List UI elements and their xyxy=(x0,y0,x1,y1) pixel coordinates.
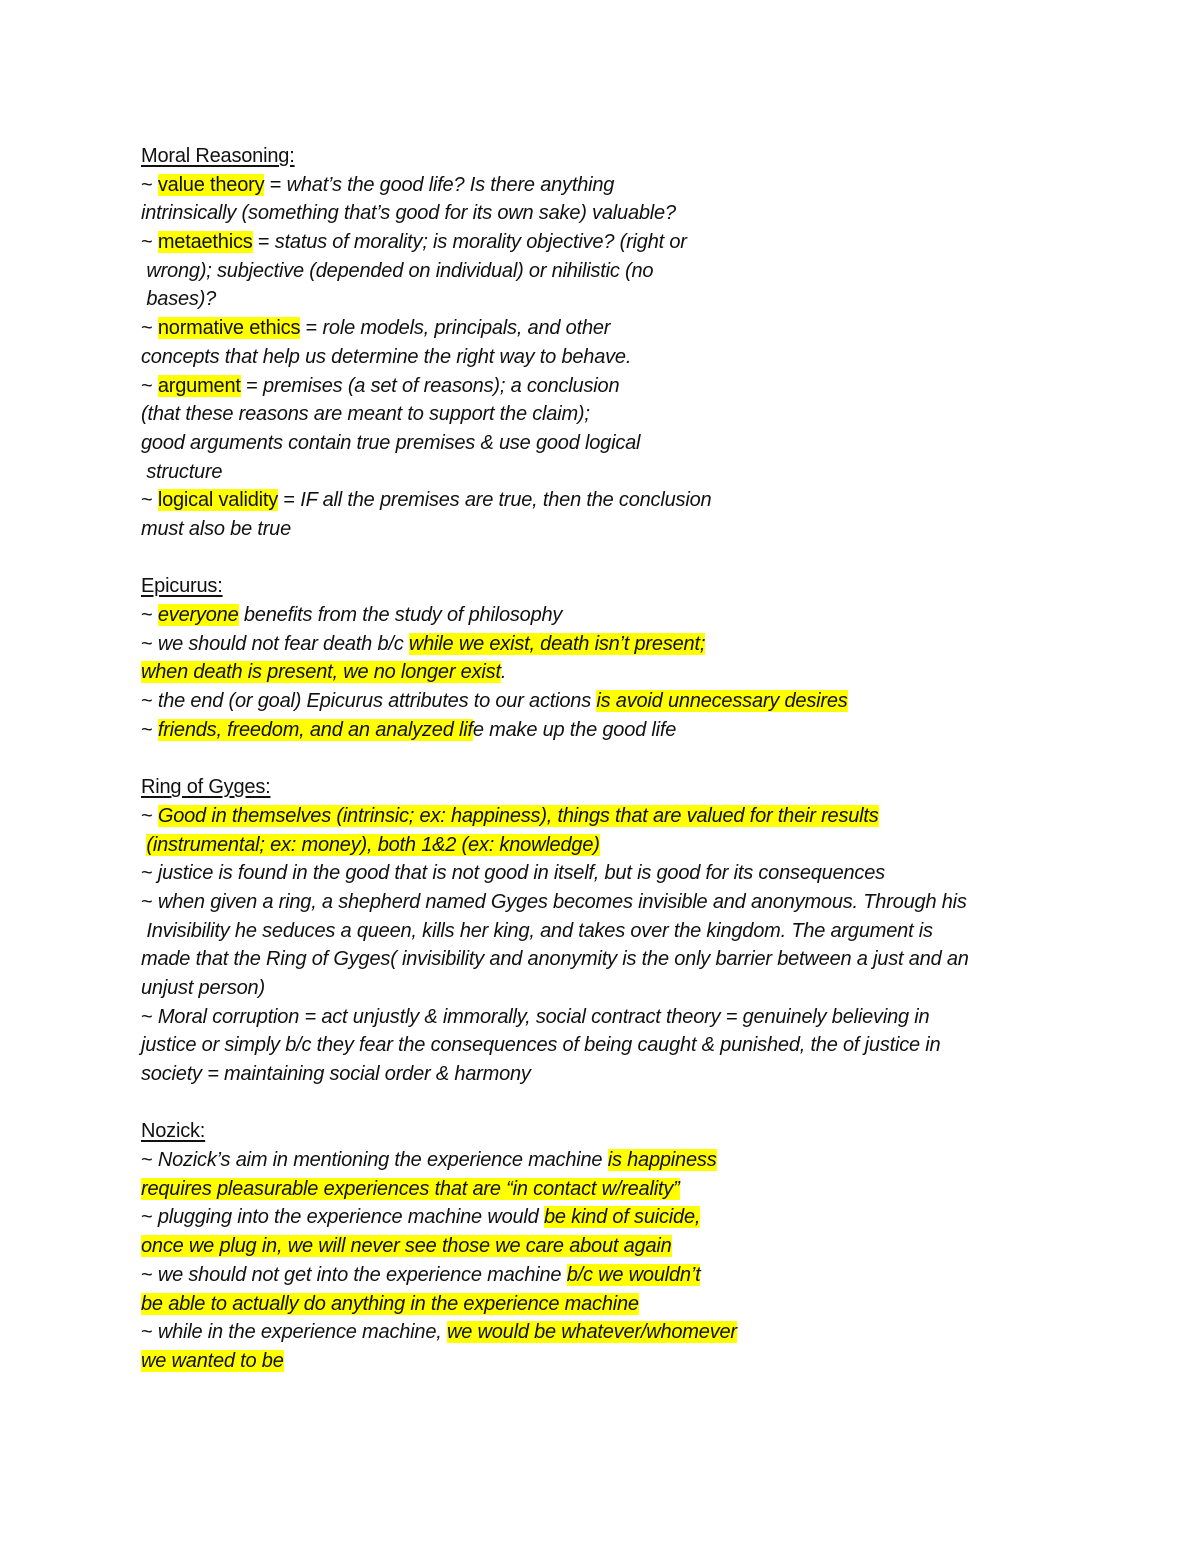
note-text: ~ xyxy=(141,374,158,397)
highlighted-text: is happiness xyxy=(607,1149,717,1172)
note-line xyxy=(141,171,1141,200)
note-line xyxy=(141,802,1141,831)
note-text: ~ xyxy=(141,862,158,885)
note-line xyxy=(141,716,1141,745)
note-text: = xyxy=(240,374,263,397)
note-text: when given a ring, a shepherd named Gyges becomes invisible and anonymous. Through his xyxy=(157,890,967,913)
highlighted-text: while we exist, death isn’t present; xyxy=(408,632,706,655)
note-text: ~ xyxy=(141,1149,158,1172)
note-text: . xyxy=(500,661,507,684)
highlighted-text: value theory xyxy=(157,173,265,196)
note-line xyxy=(141,658,1141,687)
note-text: good arguments contain true premises & use good logical xyxy=(141,431,641,454)
section-heading: Epicurus: xyxy=(141,575,223,598)
note-text: concepts that help us determine the right way to behave. xyxy=(141,345,632,368)
section-heading: Nozick: xyxy=(141,1120,206,1143)
highlighted-text: Good in themselves (intrinsic; ex: happiness), things that are valued for their results xyxy=(157,804,879,827)
note-line xyxy=(141,831,1141,860)
note-text: plugging into the experience machine would xyxy=(157,1206,544,1229)
note-text: justice is found in the good that is not good in itself, but is good for its consequences xyxy=(157,862,885,885)
note-text: e make up the good life xyxy=(472,718,677,741)
note-text: ~ xyxy=(141,690,158,713)
note-text: unjust person) xyxy=(141,976,265,999)
note-text: role models, principals, and other xyxy=(322,317,611,340)
note-text: ~ xyxy=(141,1005,158,1028)
note-text: ~ xyxy=(141,890,158,913)
highlighted-text: normative ethics xyxy=(157,317,301,340)
note-text: ~ xyxy=(141,489,158,512)
note-line xyxy=(141,1318,1141,1347)
highlighted-text: argument xyxy=(157,374,241,397)
note-text: bases)? xyxy=(141,288,217,311)
note-line xyxy=(141,888,1141,917)
highlighted-text: when death is present, we no longer exist xyxy=(141,661,501,684)
note-line xyxy=(141,1203,1141,1232)
note-line xyxy=(141,601,1141,630)
note-line xyxy=(141,917,1141,946)
note-text: Moral corruption = act unjustly & immorally, social contract theory = genuinely believing in xyxy=(157,1005,930,1028)
highlighted-text: logical validity xyxy=(157,489,279,512)
highlighted-text: be kind of suicide, xyxy=(543,1206,701,1229)
section-spacer xyxy=(141,544,1141,573)
note-text: society = maintaining social order & harmony xyxy=(141,1063,531,1085)
note-text: = xyxy=(278,489,301,512)
note-line xyxy=(141,372,1141,401)
note-text: IF all the premises are true, then the conclusion xyxy=(300,489,712,512)
note-line xyxy=(141,486,1141,515)
highlighted-text: be able to actually do anything in the experience machine xyxy=(141,1292,639,1315)
note-text: premises (a set of reasons); a conclusion xyxy=(262,374,620,397)
note-line xyxy=(141,1261,1141,1290)
note-line xyxy=(141,1003,1141,1032)
note-text: benefits from the study of philosophy xyxy=(238,604,563,626)
note-text: = xyxy=(264,173,287,196)
note-line xyxy=(141,687,1141,716)
highlighted-text: requires pleasurable experiences that are “in contact w/reality” xyxy=(141,1177,680,1200)
note-line xyxy=(141,1175,1141,1204)
note-text: ~ xyxy=(141,804,158,827)
note-text: ~ xyxy=(141,604,158,626)
note-line xyxy=(141,400,1141,429)
note-text: ~ xyxy=(141,632,158,655)
note-line xyxy=(141,199,1141,228)
highlighted-text: we would be whatever/whomever xyxy=(446,1321,737,1344)
note-line xyxy=(141,314,1141,343)
note-text: ~ xyxy=(141,1206,158,1229)
note-text: ~ xyxy=(141,231,158,254)
note-text: what’s the good life? Is there anything xyxy=(286,173,615,196)
highlighted-text: is avoid unnecessary desires xyxy=(596,690,848,713)
section-heading: Ring of Gyges: xyxy=(141,776,271,799)
note-text: Nozick’s aim in mentioning the experience machine xyxy=(157,1149,608,1172)
section-heading: Moral Reasoning: xyxy=(141,145,295,167)
highlighted-text: everyone xyxy=(157,604,239,626)
note-line xyxy=(141,1290,1141,1319)
note-text: ~ xyxy=(141,1321,158,1344)
note-line xyxy=(141,945,1141,974)
note-text: ~ xyxy=(141,317,158,340)
note-text: = xyxy=(252,231,275,254)
note-text: ~ xyxy=(141,718,158,741)
section-spacer xyxy=(141,1089,1141,1118)
note-text: we should not get into the experience machine xyxy=(157,1263,567,1286)
note-text: status of morality; is morality objective? (right or xyxy=(274,231,687,254)
note-text: intrinsically (something that’s good for its own sake) valuable? xyxy=(141,202,676,225)
highlighted-text: (instrumental; ex: money), both 1&2 (ex: knowledge) xyxy=(146,833,600,856)
note-line xyxy=(141,429,1141,458)
note-line xyxy=(141,228,1141,257)
note-text: (that these reasons are meant to support the claim); xyxy=(141,403,590,426)
note-text: while in the experience machine, xyxy=(157,1321,447,1344)
note-line xyxy=(141,285,1141,314)
note-text: ~ xyxy=(141,1263,158,1286)
note-line xyxy=(141,1031,1141,1060)
section-spacer xyxy=(141,744,1141,773)
note-line xyxy=(141,257,1141,286)
note-line xyxy=(141,343,1141,372)
highlighted-text: metaethics xyxy=(157,231,253,254)
note-line xyxy=(141,859,1141,888)
note-text: ~ xyxy=(141,173,158,196)
highlighted-text: we wanted to be xyxy=(141,1349,284,1372)
note-line xyxy=(141,515,1141,544)
note-text: = xyxy=(300,317,323,340)
note-line xyxy=(141,458,1141,487)
note-text: made that the Ring of Gyges( invisibility and anonymity is the only barrier between a just and an xyxy=(141,948,969,971)
note-text: wrong); subjective (depended on individual) or nihilistic (no xyxy=(141,259,654,282)
document-page xyxy=(141,142,1141,1376)
note-text: must also be true xyxy=(141,517,292,540)
note-line xyxy=(141,1146,1141,1175)
highlighted-text: friends, freedom, and an analyzed lif xyxy=(157,718,473,741)
note-text: we should not fear death b/c xyxy=(157,632,409,655)
note-line xyxy=(141,1347,1141,1376)
note-text: justice or simply b/c they fear the consequences of being caught & punished, the of justice in xyxy=(141,1034,941,1057)
highlighted-text: b/c we wouldn’t xyxy=(566,1263,701,1286)
note-line xyxy=(141,1232,1141,1261)
note-text: structure xyxy=(141,460,223,483)
note-text: Invisibility he seduces a queen, kills her king, and takes over the kingdom. The argument is xyxy=(141,919,933,942)
note-line xyxy=(141,974,1141,1003)
highlighted-text: once we plug in, we will never see those we care about again xyxy=(141,1235,672,1258)
note-line xyxy=(141,1060,1141,1089)
note-text: the end (or goal) Epicurus attributes to our actions xyxy=(157,690,597,713)
note-line xyxy=(141,630,1141,659)
